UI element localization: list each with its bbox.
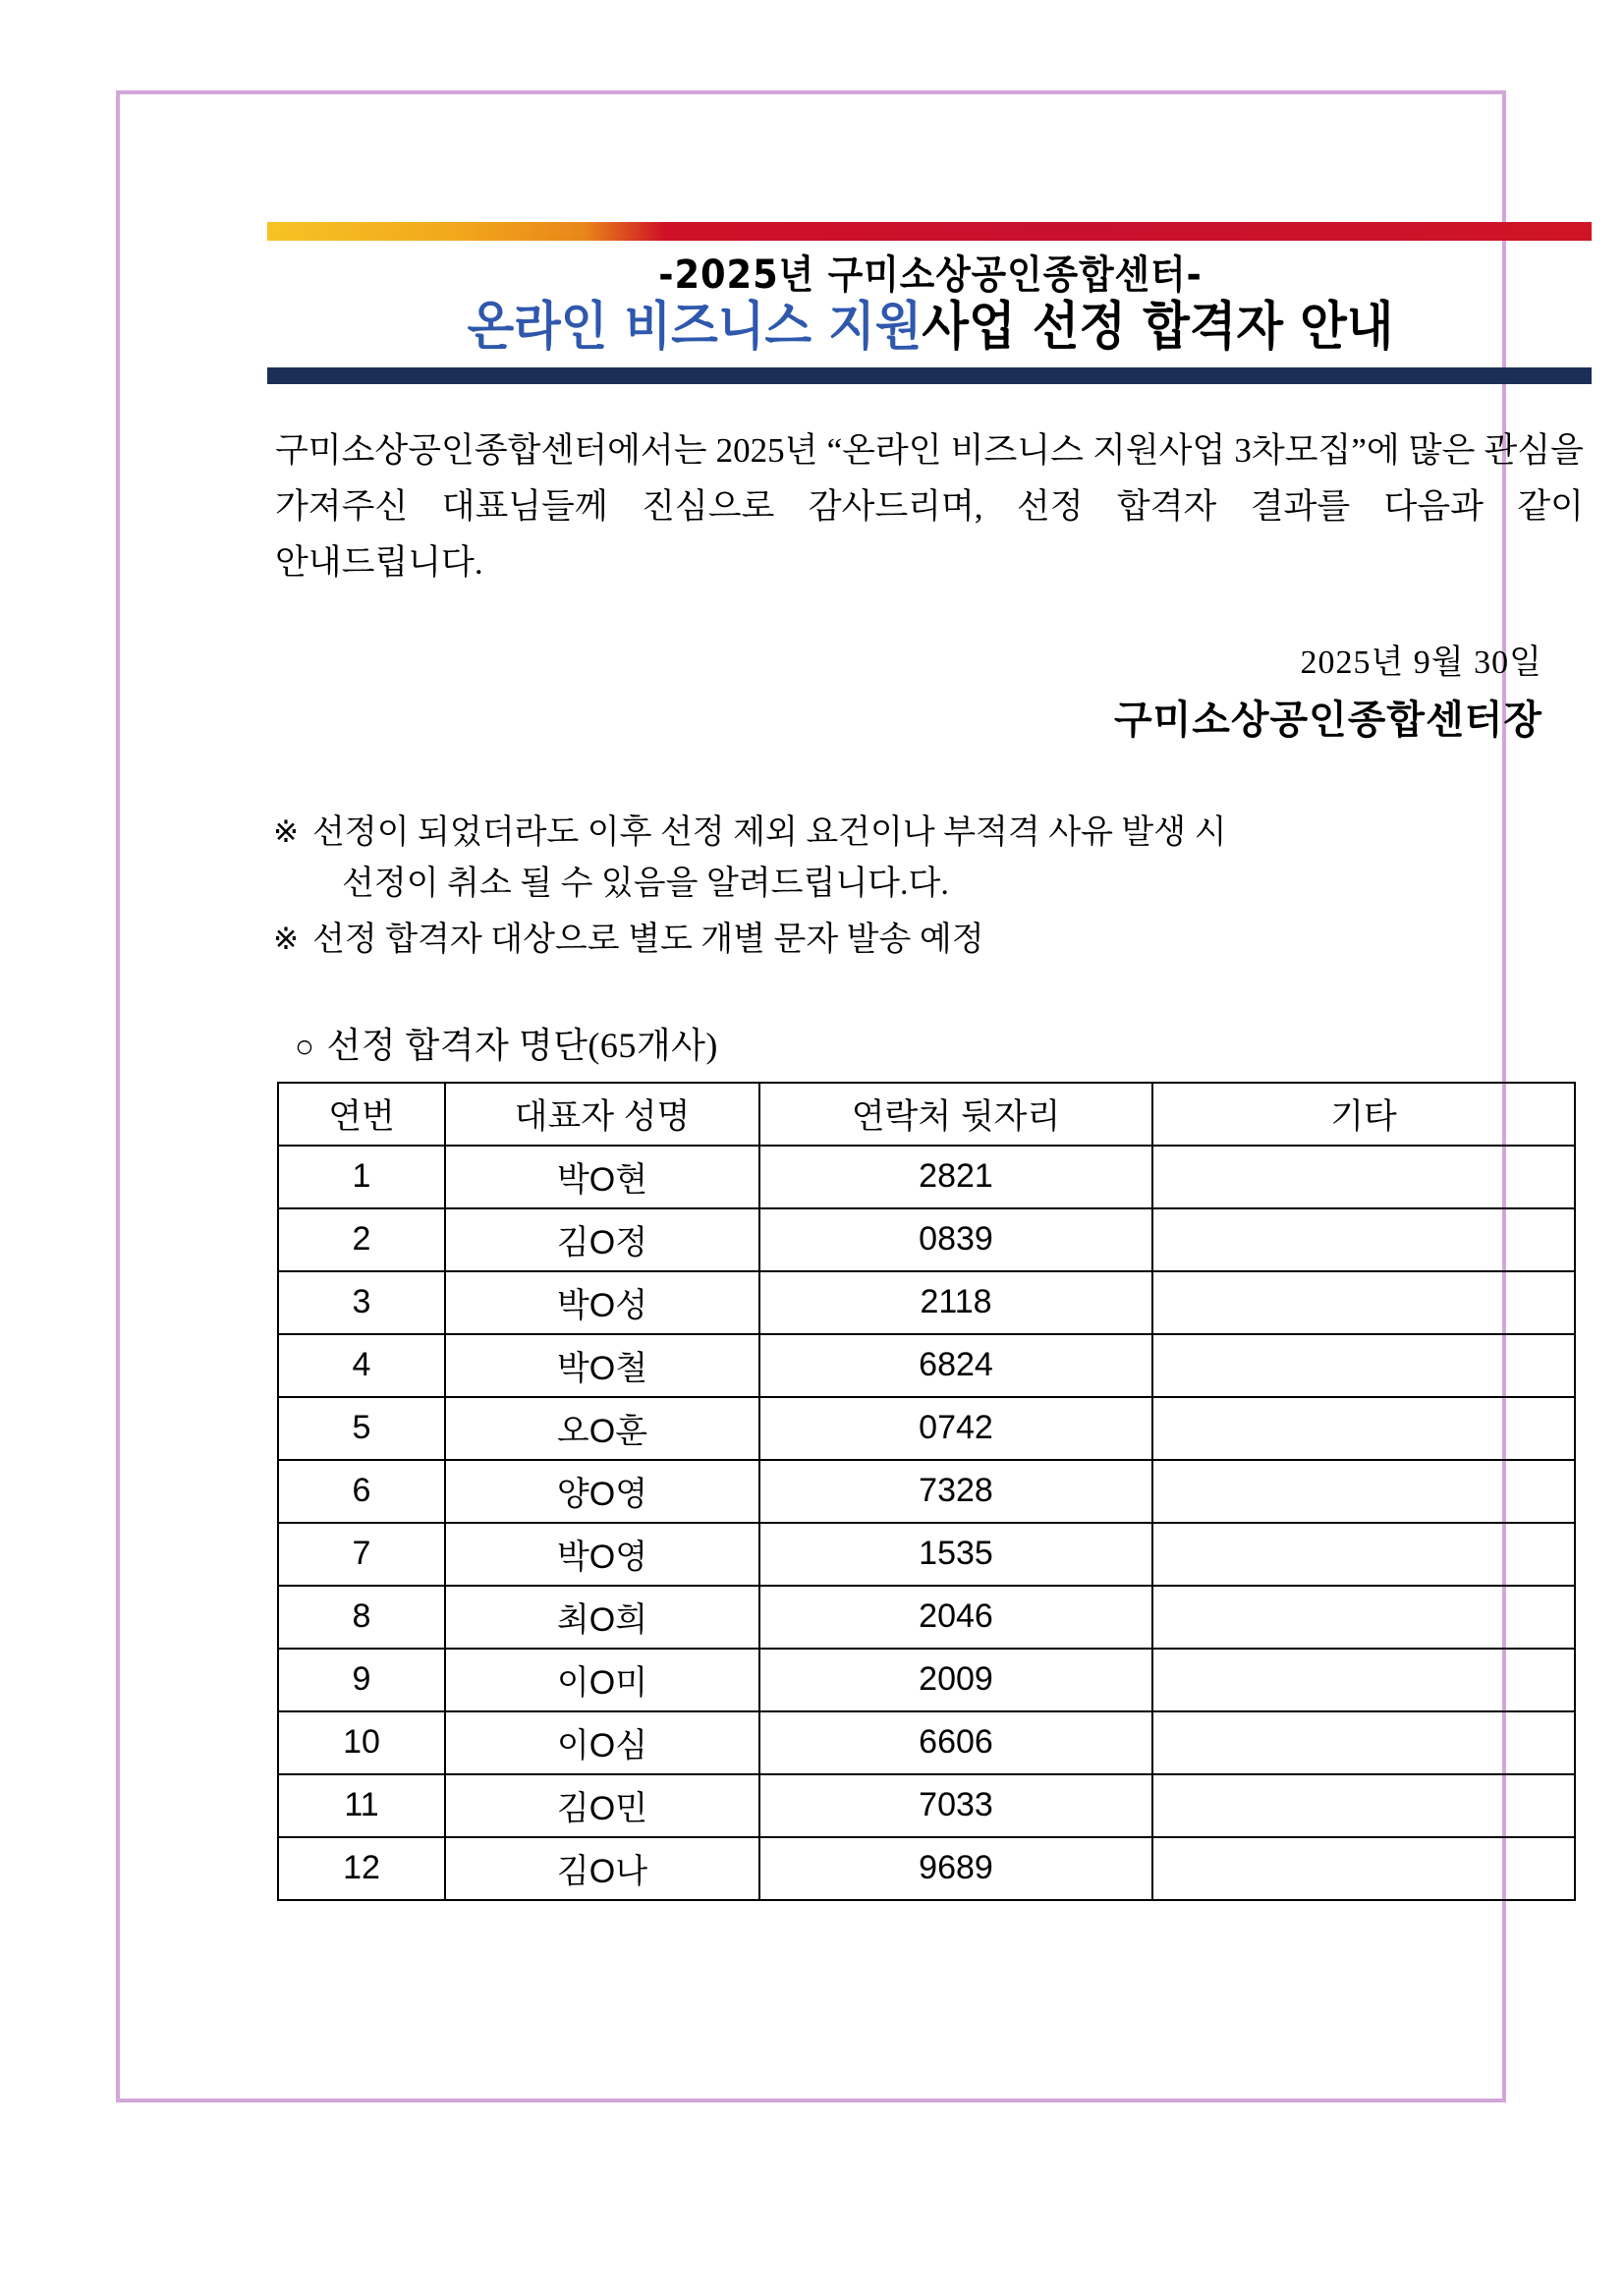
document-subtitle: -2025년 구미소상공인종합센터- — [658, 252, 1203, 298]
column-header-no: 연번 — [278, 1083, 445, 1146]
table-row — [278, 1586, 1575, 1649]
cell-phone: 2009 — [759, 1649, 1152, 1711]
cell-etc — [1152, 1271, 1575, 1334]
document-title-block — [267, 241, 1594, 362]
note-item — [273, 915, 1594, 967]
cell-name: 이O심 — [445, 1711, 759, 1774]
cell-no: 3 — [278, 1271, 445, 1334]
cell-phone: 2821 — [759, 1146, 1152, 1208]
cell-etc — [1152, 1397, 1575, 1460]
circle-bullet-icon: ○ — [295, 1029, 315, 1065]
cell-phone: 2046 — [759, 1586, 1152, 1649]
signature-section — [267, 642, 1594, 746]
cell-name: 오O훈 — [445, 1397, 759, 1460]
cell-etc — [1152, 1649, 1575, 1711]
page-border-frame — [116, 90, 1584, 2102]
cell-no: 1 — [278, 1146, 445, 1208]
document-title — [313, 298, 1547, 356]
cell-name: 양O영 — [445, 1460, 759, 1523]
table-row — [278, 1649, 1575, 1711]
cell-name: 이O미 — [445, 1649, 759, 1711]
cell-no: 9 — [278, 1649, 445, 1711]
cell-phone: 7328 — [759, 1460, 1152, 1523]
signature-date: 2025년 9월 30일 — [1300, 644, 1542, 682]
column-header-phone: 연락처 뒷자리 — [759, 1083, 1152, 1146]
note-body — [312, 808, 1594, 911]
cell-etc — [1152, 1523, 1575, 1586]
header-rule-bottom — [267, 367, 1592, 384]
cell-no: 4 — [278, 1334, 445, 1397]
cell-name: 김O정 — [445, 1208, 759, 1271]
column-header-etc: 기타 — [1152, 1083, 1575, 1146]
roster-table — [277, 1082, 1576, 1901]
cell-etc — [1152, 1774, 1575, 1837]
cell-etc — [1152, 1460, 1575, 1523]
title-rest-text: 사업 선정 합격자 안내 — [922, 297, 1394, 357]
note-line: 선정이 취소 될 수 있음을 알려드립니다.다. — [342, 866, 949, 903]
cell-phone: 6606 — [759, 1711, 1152, 1774]
roster-table-body — [278, 1146, 1575, 1900]
cell-phone: 6824 — [759, 1334, 1152, 1397]
table-row — [278, 1146, 1575, 1208]
cell-phone: 2118 — [759, 1271, 1152, 1334]
table-row — [278, 1208, 1575, 1271]
cell-etc — [1152, 1146, 1575, 1208]
cell-phone: 7033 — [759, 1774, 1152, 1837]
cell-name: 최O희 — [445, 1586, 759, 1649]
cell-etc — [1152, 1711, 1575, 1774]
cell-name: 박O영 — [445, 1523, 759, 1586]
cell-etc — [1152, 1837, 1575, 1900]
note-line: 선정이 되었더라도 이후 선정 제외 요건이나 부적격 사유 발생 시 — [312, 813, 1227, 851]
roster-heading-label: 선정 합격자 명단(65개사) — [326, 1025, 718, 1065]
cell-no: 11 — [278, 1774, 445, 1837]
note-mark-icon: ※ — [273, 813, 299, 849]
cell-name: 김O나 — [445, 1837, 759, 1900]
signature-signer: 구미소상공인종합센터장 — [1113, 697, 1542, 742]
cell-phone: 0742 — [759, 1397, 1152, 1460]
table-row — [278, 1397, 1575, 1460]
cell-no: 6 — [278, 1460, 445, 1523]
table-row — [278, 1711, 1575, 1774]
cell-name: 박O성 — [445, 1271, 759, 1334]
roster-heading — [267, 1018, 1594, 1068]
table-row — [278, 1334, 1575, 1397]
cell-name: 박O현 — [445, 1146, 759, 1208]
note-item — [273, 808, 1594, 911]
cell-name: 김O민 — [445, 1774, 759, 1837]
cell-etc — [1152, 1334, 1575, 1397]
cell-no: 5 — [278, 1397, 445, 1460]
cell-no: 7 — [278, 1523, 445, 1586]
table-header-row — [278, 1083, 1575, 1146]
cell-name: 박O철 — [445, 1334, 759, 1397]
intro-section — [267, 423, 1594, 590]
intro-paragraph: 구미소상공인종합센터에서는 2025년 “온라인 비즈니스 지원사업 3차모집”에 많은 관심을 가져주신 대표님들께 진심으로 감사드리며, 선정 합격자 결과를 다음과 같이 안내드립니다. — [275, 431, 1584, 582]
table-row — [278, 1460, 1575, 1523]
header-rule-top — [267, 222, 1592, 241]
cell-etc — [1152, 1586, 1575, 1649]
cell-phone: 1535 — [759, 1523, 1152, 1586]
note-line: 선정 합격자 대상으로 별도 개별 문자 발송 예정 — [312, 921, 984, 958]
cell-no: 12 — [278, 1837, 445, 1900]
table-row — [278, 1774, 1575, 1837]
page-content — [267, 222, 1594, 1901]
cell-phone: 0839 — [759, 1208, 1152, 1271]
table-row — [278, 1271, 1575, 1334]
table-row — [278, 1837, 1575, 1900]
column-header-name: 대표자 성명 — [445, 1083, 759, 1146]
note-mark-icon: ※ — [273, 921, 299, 956]
table-row — [278, 1523, 1575, 1586]
title-highlight-text: 온라인 비즈니스 지원 — [467, 297, 923, 357]
cell-no: 2 — [278, 1208, 445, 1271]
note-body — [312, 915, 1594, 967]
cell-no: 10 — [278, 1711, 445, 1774]
cell-etc — [1152, 1208, 1575, 1271]
notes-section — [267, 808, 1594, 967]
cell-phone: 9689 — [759, 1837, 1152, 1900]
cell-no: 8 — [278, 1586, 445, 1649]
